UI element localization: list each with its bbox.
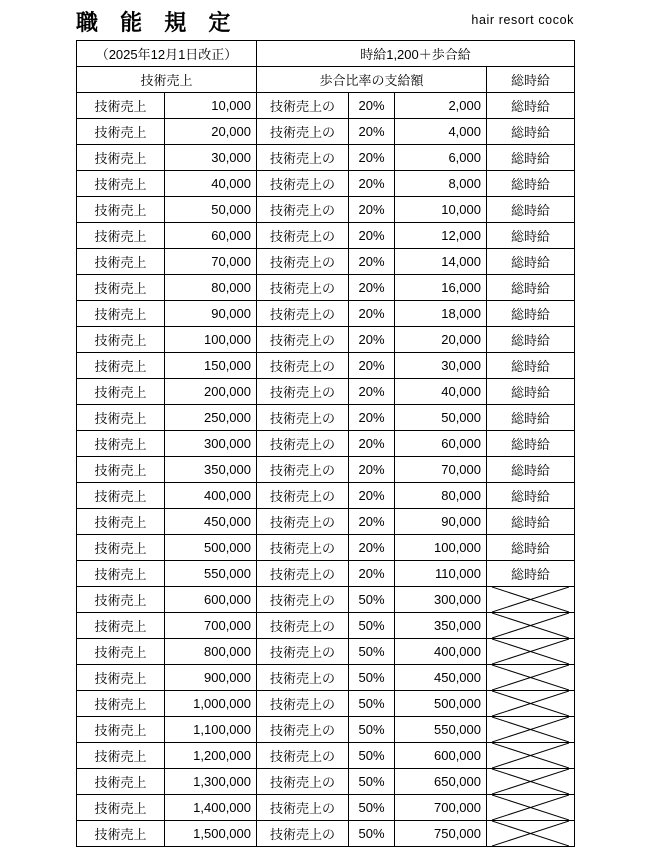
cell-sales-label: 技術売上 [77,639,165,665]
cell-sales-amount: 1,000,000 [165,691,257,717]
cell-total-hourly: 総時給 [487,353,575,379]
cell-of-sales: 技術売上の [257,639,349,665]
cell-of-sales: 技術売上の [257,171,349,197]
cell-rate: 50% [349,769,395,795]
cell-total-hourly: 総時給 [487,535,575,561]
table-row [77,639,575,665]
cell-payment: 4,000 [395,119,487,145]
cell-sales-amount: 40,000 [165,171,257,197]
cell-of-sales: 技術売上の [257,405,349,431]
cell-of-sales: 技術売上の [257,535,349,561]
cell-of-sales: 技術売上の [257,665,349,691]
cell-rate: 50% [349,587,395,613]
table-row [77,171,575,197]
cell-total-hourly-crossed [487,613,575,639]
cell-rate: 50% [349,691,395,717]
cell-sales-amount: 80,000 [165,275,257,301]
cell-of-sales: 技術売上の [257,275,349,301]
cell-payment: 14,000 [395,249,487,275]
table-row [77,691,575,717]
column-header-total-hourly: 総時給 [487,67,575,93]
cell-of-sales: 技術売上の [257,145,349,171]
cell-sales-amount: 1,200,000 [165,743,257,769]
table-row [77,795,575,821]
cell-total-hourly: 総時給 [487,171,575,197]
cell-total-hourly: 総時給 [487,457,575,483]
cell-sales-label: 技術売上 [77,795,165,821]
cell-total-hourly: 総時給 [487,327,575,353]
table-row [77,145,575,171]
cell-sales-label: 技術売上 [77,509,165,535]
cell-of-sales: 技術売上の [257,483,349,509]
cell-sales-label: 技術売上 [77,327,165,353]
table-row [77,327,575,353]
cell-rate: 20% [349,327,395,353]
cell-of-sales: 技術売上の [257,301,349,327]
cell-total-hourly: 総時給 [487,197,575,223]
cell-total-hourly-crossed [487,769,575,795]
cell-of-sales: 技術売上の [257,457,349,483]
cell-rate: 20% [349,353,395,379]
cell-payment: 20,000 [395,327,487,353]
cell-payment: 100,000 [395,535,487,561]
cell-of-sales: 技術売上の [257,509,349,535]
cell-payment: 16,000 [395,275,487,301]
cell-sales-label: 技術売上 [77,483,165,509]
cell-payment: 600,000 [395,743,487,769]
cell-of-sales: 技術売上の [257,431,349,457]
cell-sales-amount: 550,000 [165,561,257,587]
cell-sales-label: 技術売上 [77,171,165,197]
cell-payment: 700,000 [395,795,487,821]
cell-total-hourly: 総時給 [487,145,575,171]
cell-payment: 550,000 [395,717,487,743]
cell-sales-label: 技術売上 [77,769,165,795]
cell-rate: 20% [349,483,395,509]
column-header-sales: 技術売上 [77,67,257,93]
table-row [77,197,575,223]
cell-payment: 60,000 [395,431,487,457]
cell-sales-label: 技術売上 [77,145,165,171]
cell-of-sales: 技術売上の [257,743,349,769]
revision-note: （2025年12月1日改正） [77,41,257,67]
cell-sales-amount: 20,000 [165,119,257,145]
cell-total-hourly: 総時給 [487,223,575,249]
cell-payment: 350,000 [395,613,487,639]
cell-rate: 20% [349,171,395,197]
cell-of-sales: 技術売上の [257,353,349,379]
table-row [77,275,575,301]
cell-rate: 20% [349,509,395,535]
cell-of-sales: 技術売上の [257,119,349,145]
cell-sales-label: 技術売上 [77,275,165,301]
cell-total-hourly: 総時給 [487,93,575,119]
table-row [77,535,575,561]
table-row-subheader [77,67,575,93]
cell-payment: 500,000 [395,691,487,717]
cell-payment: 8,000 [395,171,487,197]
cell-of-sales: 技術売上の [257,587,349,613]
cell-of-sales: 技術売上の [257,223,349,249]
cell-total-hourly: 総時給 [487,275,575,301]
cell-sales-label: 技術売上 [77,821,165,847]
cell-sales-label: 技術売上 [77,665,165,691]
table-row [77,509,575,535]
cell-total-hourly-crossed [487,743,575,769]
cell-total-hourly-crossed [487,821,575,847]
table-row [77,379,575,405]
cell-rate: 50% [349,821,395,847]
cell-sales-label: 技術売上 [77,379,165,405]
cell-total-hourly: 総時給 [487,301,575,327]
cell-sales-label: 技術売上 [77,431,165,457]
cell-sales-amount: 1,400,000 [165,795,257,821]
cell-rate: 50% [349,743,395,769]
cell-sales-amount: 1,500,000 [165,821,257,847]
cell-of-sales: 技術売上の [257,561,349,587]
cell-of-sales: 技術売上の [257,717,349,743]
cell-sales-label: 技術売上 [77,119,165,145]
cell-rate: 20% [349,197,395,223]
cell-rate: 20% [349,145,395,171]
table-row [77,405,575,431]
table-row-revision [77,41,575,67]
document-header [0,0,650,38]
cell-rate: 50% [349,717,395,743]
cell-of-sales: 技術売上の [257,249,349,275]
cell-of-sales: 技術売上の [257,795,349,821]
table-row [77,743,575,769]
table-body [77,41,575,847]
cell-sales-label: 技術売上 [77,561,165,587]
cell-total-hourly: 総時給 [487,431,575,457]
cell-sales-amount: 1,300,000 [165,769,257,795]
cell-payment: 300,000 [395,587,487,613]
cell-of-sales: 技術売上の [257,821,349,847]
cell-rate: 20% [349,223,395,249]
table-row [77,613,575,639]
cell-sales-label: 技術売上 [77,457,165,483]
table-row [77,353,575,379]
cell-rate: 50% [349,639,395,665]
cell-sales-label: 技術売上 [77,301,165,327]
cell-of-sales: 技術売上の [257,379,349,405]
cell-total-hourly-crossed [487,795,575,821]
cell-sales-amount: 500,000 [165,535,257,561]
cell-sales-amount: 400,000 [165,483,257,509]
cell-sales-label: 技術売上 [77,691,165,717]
cell-payment: 50,000 [395,405,487,431]
page-title: 職 能 規 定 [76,10,239,35]
table-row [77,587,575,613]
cell-rate: 20% [349,93,395,119]
cell-of-sales: 技術売上の [257,769,349,795]
table-row [77,119,575,145]
cell-payment: 12,000 [395,223,487,249]
cell-payment: 40,000 [395,379,487,405]
cell-rate: 50% [349,795,395,821]
wage-note: 時給1,200＋歩合給 [257,41,575,67]
table-row [77,483,575,509]
table-row [77,223,575,249]
cell-rate: 20% [349,301,395,327]
cell-sales-label: 技術売上 [77,249,165,275]
cell-payment: 650,000 [395,769,487,795]
cell-sales-label: 技術売上 [77,743,165,769]
cell-payment: 10,000 [395,197,487,223]
cell-rate: 20% [349,431,395,457]
cell-sales-label: 技術売上 [77,613,165,639]
cell-payment: 90,000 [395,509,487,535]
cell-payment: 18,000 [395,301,487,327]
cell-total-hourly-crossed [487,665,575,691]
cell-rate: 20% [349,535,395,561]
cell-sales-amount: 90,000 [165,301,257,327]
cell-total-hourly-crossed [487,691,575,717]
cell-sales-amount: 60,000 [165,223,257,249]
cell-of-sales: 技術売上の [257,691,349,717]
cell-sales-amount: 150,000 [165,353,257,379]
cell-payment: 70,000 [395,457,487,483]
cell-total-hourly: 総時給 [487,405,575,431]
cell-payment: 6,000 [395,145,487,171]
cell-sales-amount: 50,000 [165,197,257,223]
table-row [77,769,575,795]
cell-of-sales: 技術売上の [257,327,349,353]
cell-sales-amount: 700,000 [165,613,257,639]
table-row [77,301,575,327]
cell-sales-amount: 250,000 [165,405,257,431]
cell-sales-amount: 30,000 [165,145,257,171]
cell-total-hourly: 総時給 [487,119,575,145]
table-row [77,665,575,691]
cell-of-sales: 技術売上の [257,93,349,119]
cell-sales-label: 技術売上 [77,223,165,249]
cell-sales-amount: 300,000 [165,431,257,457]
brand-name: hair resort cocok [471,13,574,27]
cell-total-hourly: 総時給 [487,509,575,535]
cell-sales-amount: 900,000 [165,665,257,691]
cell-payment: 110,000 [395,561,487,587]
cell-sales-label: 技術売上 [77,717,165,743]
cell-total-hourly: 総時給 [487,249,575,275]
column-header-commission: 歩合比率の支給額 [257,67,487,93]
cell-sales-label: 技術売上 [77,353,165,379]
table-row [77,93,575,119]
cell-sales-amount: 70,000 [165,249,257,275]
cell-rate: 50% [349,613,395,639]
cell-total-hourly: 総時給 [487,379,575,405]
cell-payment: 400,000 [395,639,487,665]
cell-of-sales: 技術売上の [257,613,349,639]
table-row [77,249,575,275]
table-row [77,821,575,847]
cell-payment: 750,000 [395,821,487,847]
cell-sales-label: 技術売上 [77,197,165,223]
cell-rate: 20% [349,275,395,301]
cell-total-hourly-crossed [487,639,575,665]
cell-sales-amount: 350,000 [165,457,257,483]
cell-sales-label: 技術売上 [77,405,165,431]
cell-rate: 20% [349,561,395,587]
cell-of-sales: 技術売上の [257,197,349,223]
cell-sales-amount: 100,000 [165,327,257,353]
commission-table [76,40,575,847]
cell-total-hourly-crossed [487,587,575,613]
cell-rate: 20% [349,249,395,275]
cell-total-hourly-crossed [487,717,575,743]
cell-payment: 2,000 [395,93,487,119]
cell-sales-amount: 1,100,000 [165,717,257,743]
cell-payment: 450,000 [395,665,487,691]
cell-total-hourly: 総時給 [487,483,575,509]
cell-total-hourly: 総時給 [487,561,575,587]
cell-payment: 80,000 [395,483,487,509]
cell-sales-label: 技術売上 [77,93,165,119]
cell-sales-amount: 450,000 [165,509,257,535]
cell-sales-label: 技術売上 [77,535,165,561]
cell-sales-label: 技術売上 [77,587,165,613]
cell-rate: 20% [349,119,395,145]
cell-payment: 30,000 [395,353,487,379]
table-row [77,717,575,743]
cell-rate: 50% [349,665,395,691]
cell-sales-amount: 10,000 [165,93,257,119]
table-row [77,561,575,587]
cell-rate: 20% [349,457,395,483]
cell-sales-amount: 600,000 [165,587,257,613]
cell-rate: 20% [349,379,395,405]
table-row [77,457,575,483]
cell-rate: 20% [349,405,395,431]
cell-sales-amount: 200,000 [165,379,257,405]
cell-sales-amount: 800,000 [165,639,257,665]
table-row [77,431,575,457]
